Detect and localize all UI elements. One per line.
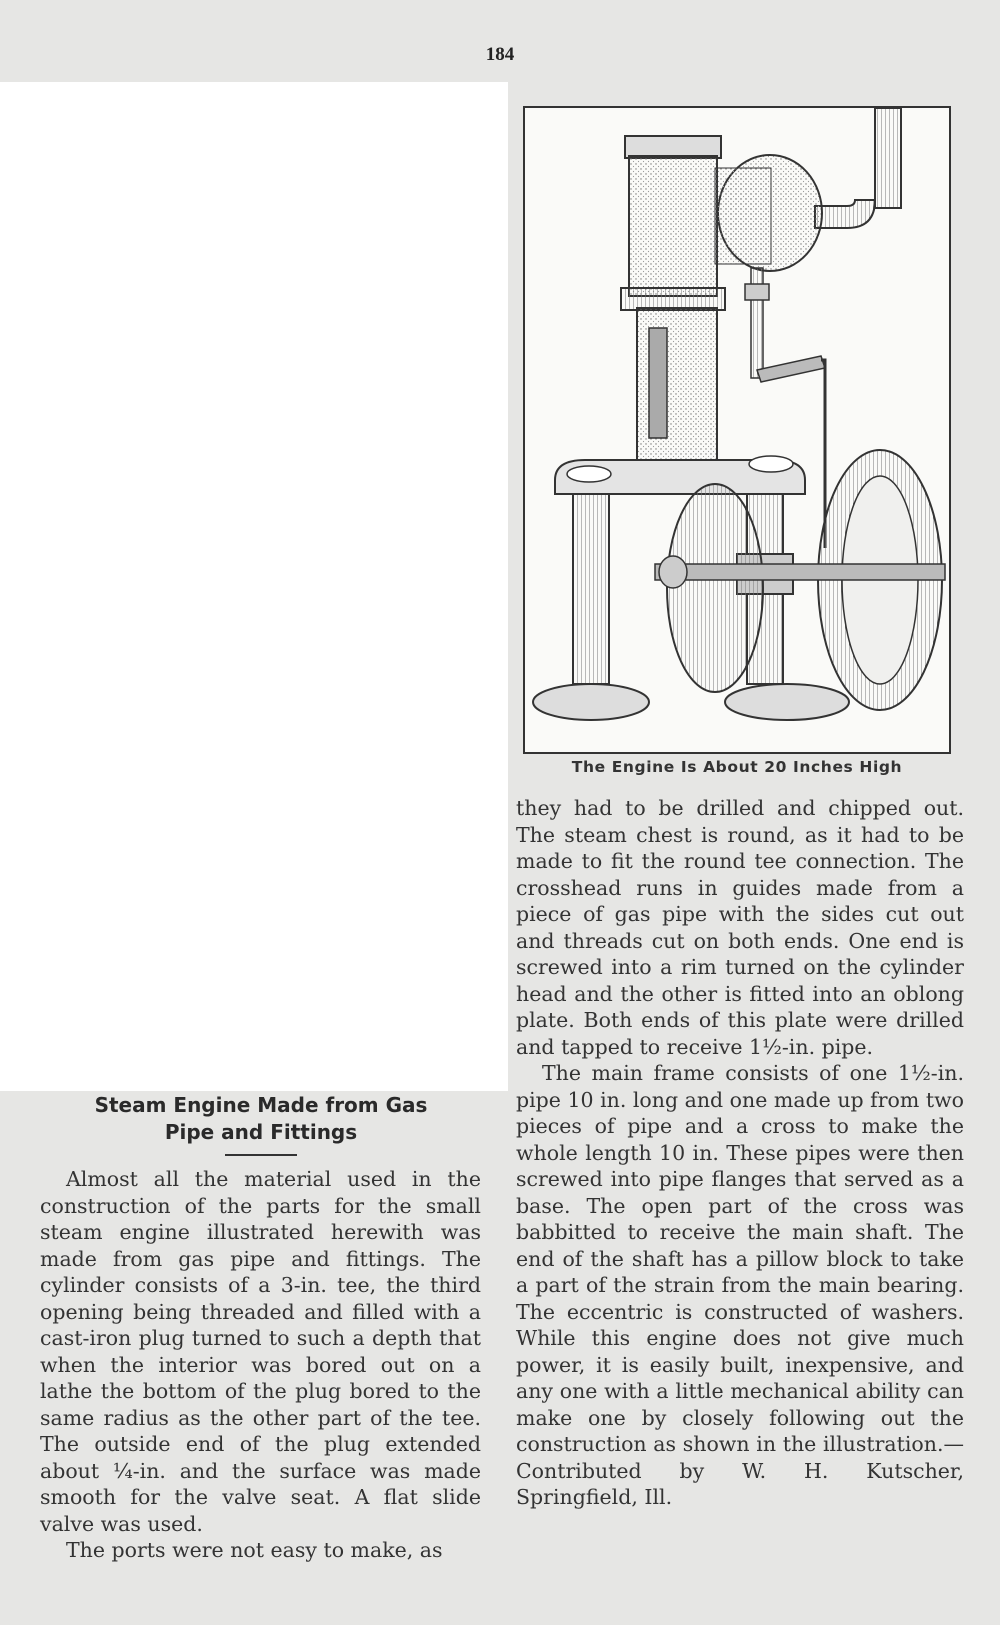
figure-caption: The Engine Is About 20 Inches High bbox=[571, 758, 903, 776]
paragraph-2-start: The ports were not easy to make, as bbox=[66, 1538, 443, 1562]
article-title bbox=[44, 1092, 478, 1146]
paragraph-3: The main frame consists of one 1½-in. pipe 10 in. long and one made up from two pieces of pipe and a cross to make the whole length 10 in. These pipes were then screwed into pipe flanges that served as a base. The open part of the cross was babbitted to receive the main shaft. The end of the shaft has a pillow block to take a part of the strain from the main bearing. The eccentric is constructed of washers. While this engine does not give much power, it is easily built, inexpensive, and any one with a little mechanical ability can make one by closely following out the construction as shown in the illustration.—Contributed by W. H. Kutscher, Springfield, Ill. bbox=[516, 1061, 964, 1509]
blank-area bbox=[0, 82, 508, 1091]
title-rule bbox=[225, 1154, 297, 1156]
right-column bbox=[516, 795, 964, 1511]
paragraph-2-continued: they had to be drilled and chipped out. The steam chest is round, as it had to be made to fit the round tee connection. The crosshead runs in guides made from a piece of gas pipe with the sides cut out and threads cut on both ends. One end is screwed into a rim turned on the cylinder head and the other is fitted into an oblong plate. Both ends of this plate were drilled and tapped to receive 1½-in. pipe. bbox=[516, 796, 964, 1059]
engine-illustration bbox=[523, 106, 951, 754]
article-title-line1: Steam Engine Made from Gas bbox=[94, 1093, 428, 1117]
steam-engine-drawing bbox=[525, 108, 949, 752]
article-title-line2: Pipe and Fittings bbox=[164, 1120, 358, 1144]
left-column bbox=[40, 1166, 481, 1564]
paragraph-1: Almost all the material used in the construction of the parts for the small steam engine illustrated herewith was made from gas pipe and fittings. The cylinder consists of a 3-in. tee, the third opening being threaded and filled with a cast-iron plug turned to such a depth that when the interior was bored out on a lathe the bottom of the plug bored to the same radius as the other part of the tee. The outside end of the plug extended about ¼-in. and the surface was made smooth for the valve seat. A flat slide valve was used. bbox=[40, 1167, 481, 1536]
page-number: 184 bbox=[485, 44, 515, 65]
